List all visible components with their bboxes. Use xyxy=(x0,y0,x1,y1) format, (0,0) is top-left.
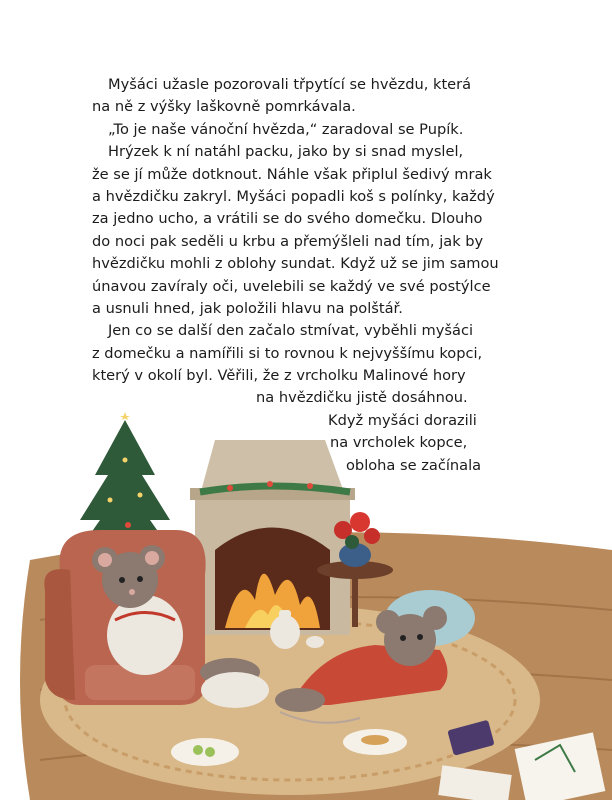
text-line: že se jí může dotknout. Náhle však připlul šedivý mrak xyxy=(92,165,492,183)
ottoman xyxy=(201,672,269,708)
text-line: únavou zavíraly oči, uvelebili se každý ve své postýlce xyxy=(92,277,491,295)
text-line: z domečku a namířili si to rovnou k nejvyššímu kopci, xyxy=(92,344,483,362)
text-line: hvězdičku mohli z oblohy sundat. Když už se jim samou xyxy=(92,255,499,273)
fireplace-icon xyxy=(190,440,355,635)
text-line: Hrýzek k ní natáhl packu, jako by si snad myslel, xyxy=(108,143,464,161)
text-line: a usnuli hned, jak položili hlavu na polštář. xyxy=(92,299,403,317)
text-line: na hvězdičku jistě dosáhnou. xyxy=(256,389,468,407)
living-room-illustration xyxy=(0,400,612,800)
text-line: za jedno ucho, a vrátili se do svého domečku. Dlouho xyxy=(92,210,483,228)
text-line: který v okolí byl. Věřili, že z vrcholku Malinové hory xyxy=(92,367,466,385)
text-line: na ně z výšky laškovně pomrkávala. xyxy=(92,98,356,116)
text-line: obloha se začínala xyxy=(346,456,482,474)
text-line: a hvězdičku zakryl. Myšáci popadli koš s polínky, každý xyxy=(92,187,495,205)
text-line: Jen co se další den začalo stmívat, vyběhli myšáci xyxy=(108,322,474,340)
text-line: na vrcholek kopce, xyxy=(330,434,468,452)
text-line: „To je naše vánoční hvězda,“ zaradoval se Pupík. xyxy=(108,120,464,138)
text-line: Myšáci užasle pozorovali třpytící se hvězdu, která xyxy=(108,76,472,93)
text-line: Když myšáci dorazili xyxy=(328,411,477,429)
teacup xyxy=(306,636,324,648)
text-line: do noci pak seděli u krbu a přemýšleli nad tím, jak by xyxy=(92,232,484,250)
